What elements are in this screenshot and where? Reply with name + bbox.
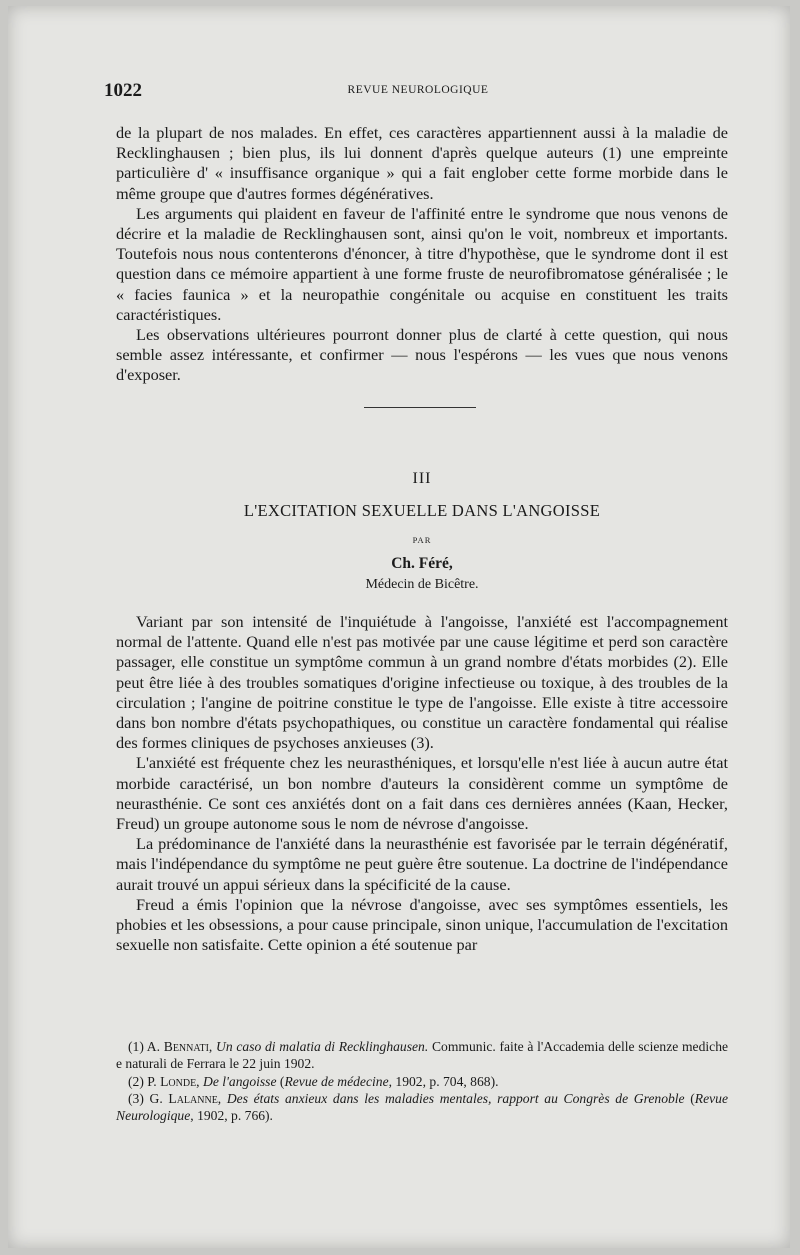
paragraph: Freud a émis l'opinion que la névrose d'angoisse, avec ses symptômes essentiels, les phobies et les obsessions, a pour cause principale, sinon unique, l'accumulation de l'excitation sexuelle non satisfaite. Cette opinion a été soutenue par (116, 894, 728, 955)
article-title: L'EXCITATION SEXUELLE DANS L'ANGOISSE (243, 501, 601, 520)
footnote-2: (2) P. Londe, De l'angoisse (Revue de médecine, 1902, p. 704, 868). (128, 1073, 499, 1089)
running-header (104, 80, 732, 104)
author-name: Ch. Féré, (391, 555, 453, 572)
journal-title: REVUE NEUROLOGIQUE (347, 84, 489, 96)
footnotes (116, 1038, 728, 1124)
footnote-1: (1) A. Bennati, Un caso di malatia di Recklinghausen. Communic. faite à l'Accademia delle scienze mediche e naturali de Ferrara le 22 juin 1902. (116, 1039, 729, 1072)
previous-article-text (116, 123, 728, 386)
page (8, 6, 790, 1248)
paragraph: Les observations ultérieures pourront donner plus de clarté à cette question, qui nous semble assez intéressante, et confirmer — nous l'espérons — les vues que nous venons d'exposer. (116, 325, 728, 385)
footnote-3: (3) G. Lalanne, Des états anxieux dans les maladies mentales, rapport au Congrès de Grenoble (Revue Neurologique, 1902, p. 766). (116, 1090, 728, 1124)
paragraph: L'anxiété est fréquente chez les neurasthéniques, et lorsqu'elle n'est liée à aucun autre état morbide caractérisé, un bon nombre d'auteurs la considèrent comme un symptôme de neurasthénie. Ce sont ces anxiétés dont on a fait dans ces dernières années (Kaan, Hecker, Freud) un groupe autonome sous le nom de névrose d'angoisse. (116, 753, 728, 834)
section-divider (364, 407, 476, 408)
author-affiliation: Médecin de Bicêtre. (365, 577, 479, 592)
page-number: 1022 (104, 80, 142, 101)
paragraph: Variant par son intensité de l'inquiétude à l'angoisse, l'anxiété est l'accompagnement normal de l'attente. Quand elle n'est pas motivée par une cause légitime et perd son caractère passager, elle constitue un symptôme commun à un grand nombre d'états morbides (2). Elle peut être liée à des troubles somatiques d'origine infectieuse ou toxique, à des troubles de la circulation ; l'angine de poitrine constitue le type de l'angoisse. Elle existe à titre accessoire dans bon nombre d'états psychopathiques, ou constitue un caractère fondamental qui réalise des formes cliniques de psychoses anxieuses (3). (116, 612, 728, 753)
paragraph: Les arguments qui plaident en faveur de l'affinité entre le syndrome que nous venons de décrire et la maladie de Recklinghausen sont, ainsi qu'on le voit, nombreux et importants. Toutefois nous nous contenterons d'énoncer, à titre d'hypothèse, que le syndrome dont il est question dans ce mémoire appartient à une forme fruste de neurofibromatose généralisée ; le « facies faunica » et la neuropathie congénitale ou acquise en constituent les traits caractéristiques. (116, 203, 728, 324)
article-body (116, 612, 728, 955)
section-number: III (412, 470, 432, 487)
by-line: PAR (412, 535, 432, 545)
paragraph: La prédominance de l'anxiété dans la neurasthénie est favorisée par le terrain dégénératif, mais l'indépendance du symptôme ne peut guère être soutenue. La doctrine de l'indépendance aurait trouvé un appui sérieux dans la spécificité de la cause. (116, 834, 728, 894)
paragraph: de la plupart de nos malades. En effet, ces caractères appartiennent aussi à la maladie de Recklinghausen ; bien plus, ils lui donnent d'après quelque auteurs (1) une empreinte particulière d' « insuffisance organique » qui a fait englober cette forme morbide dans le même groupe que d'autres formes dégénératives. (116, 123, 728, 203)
